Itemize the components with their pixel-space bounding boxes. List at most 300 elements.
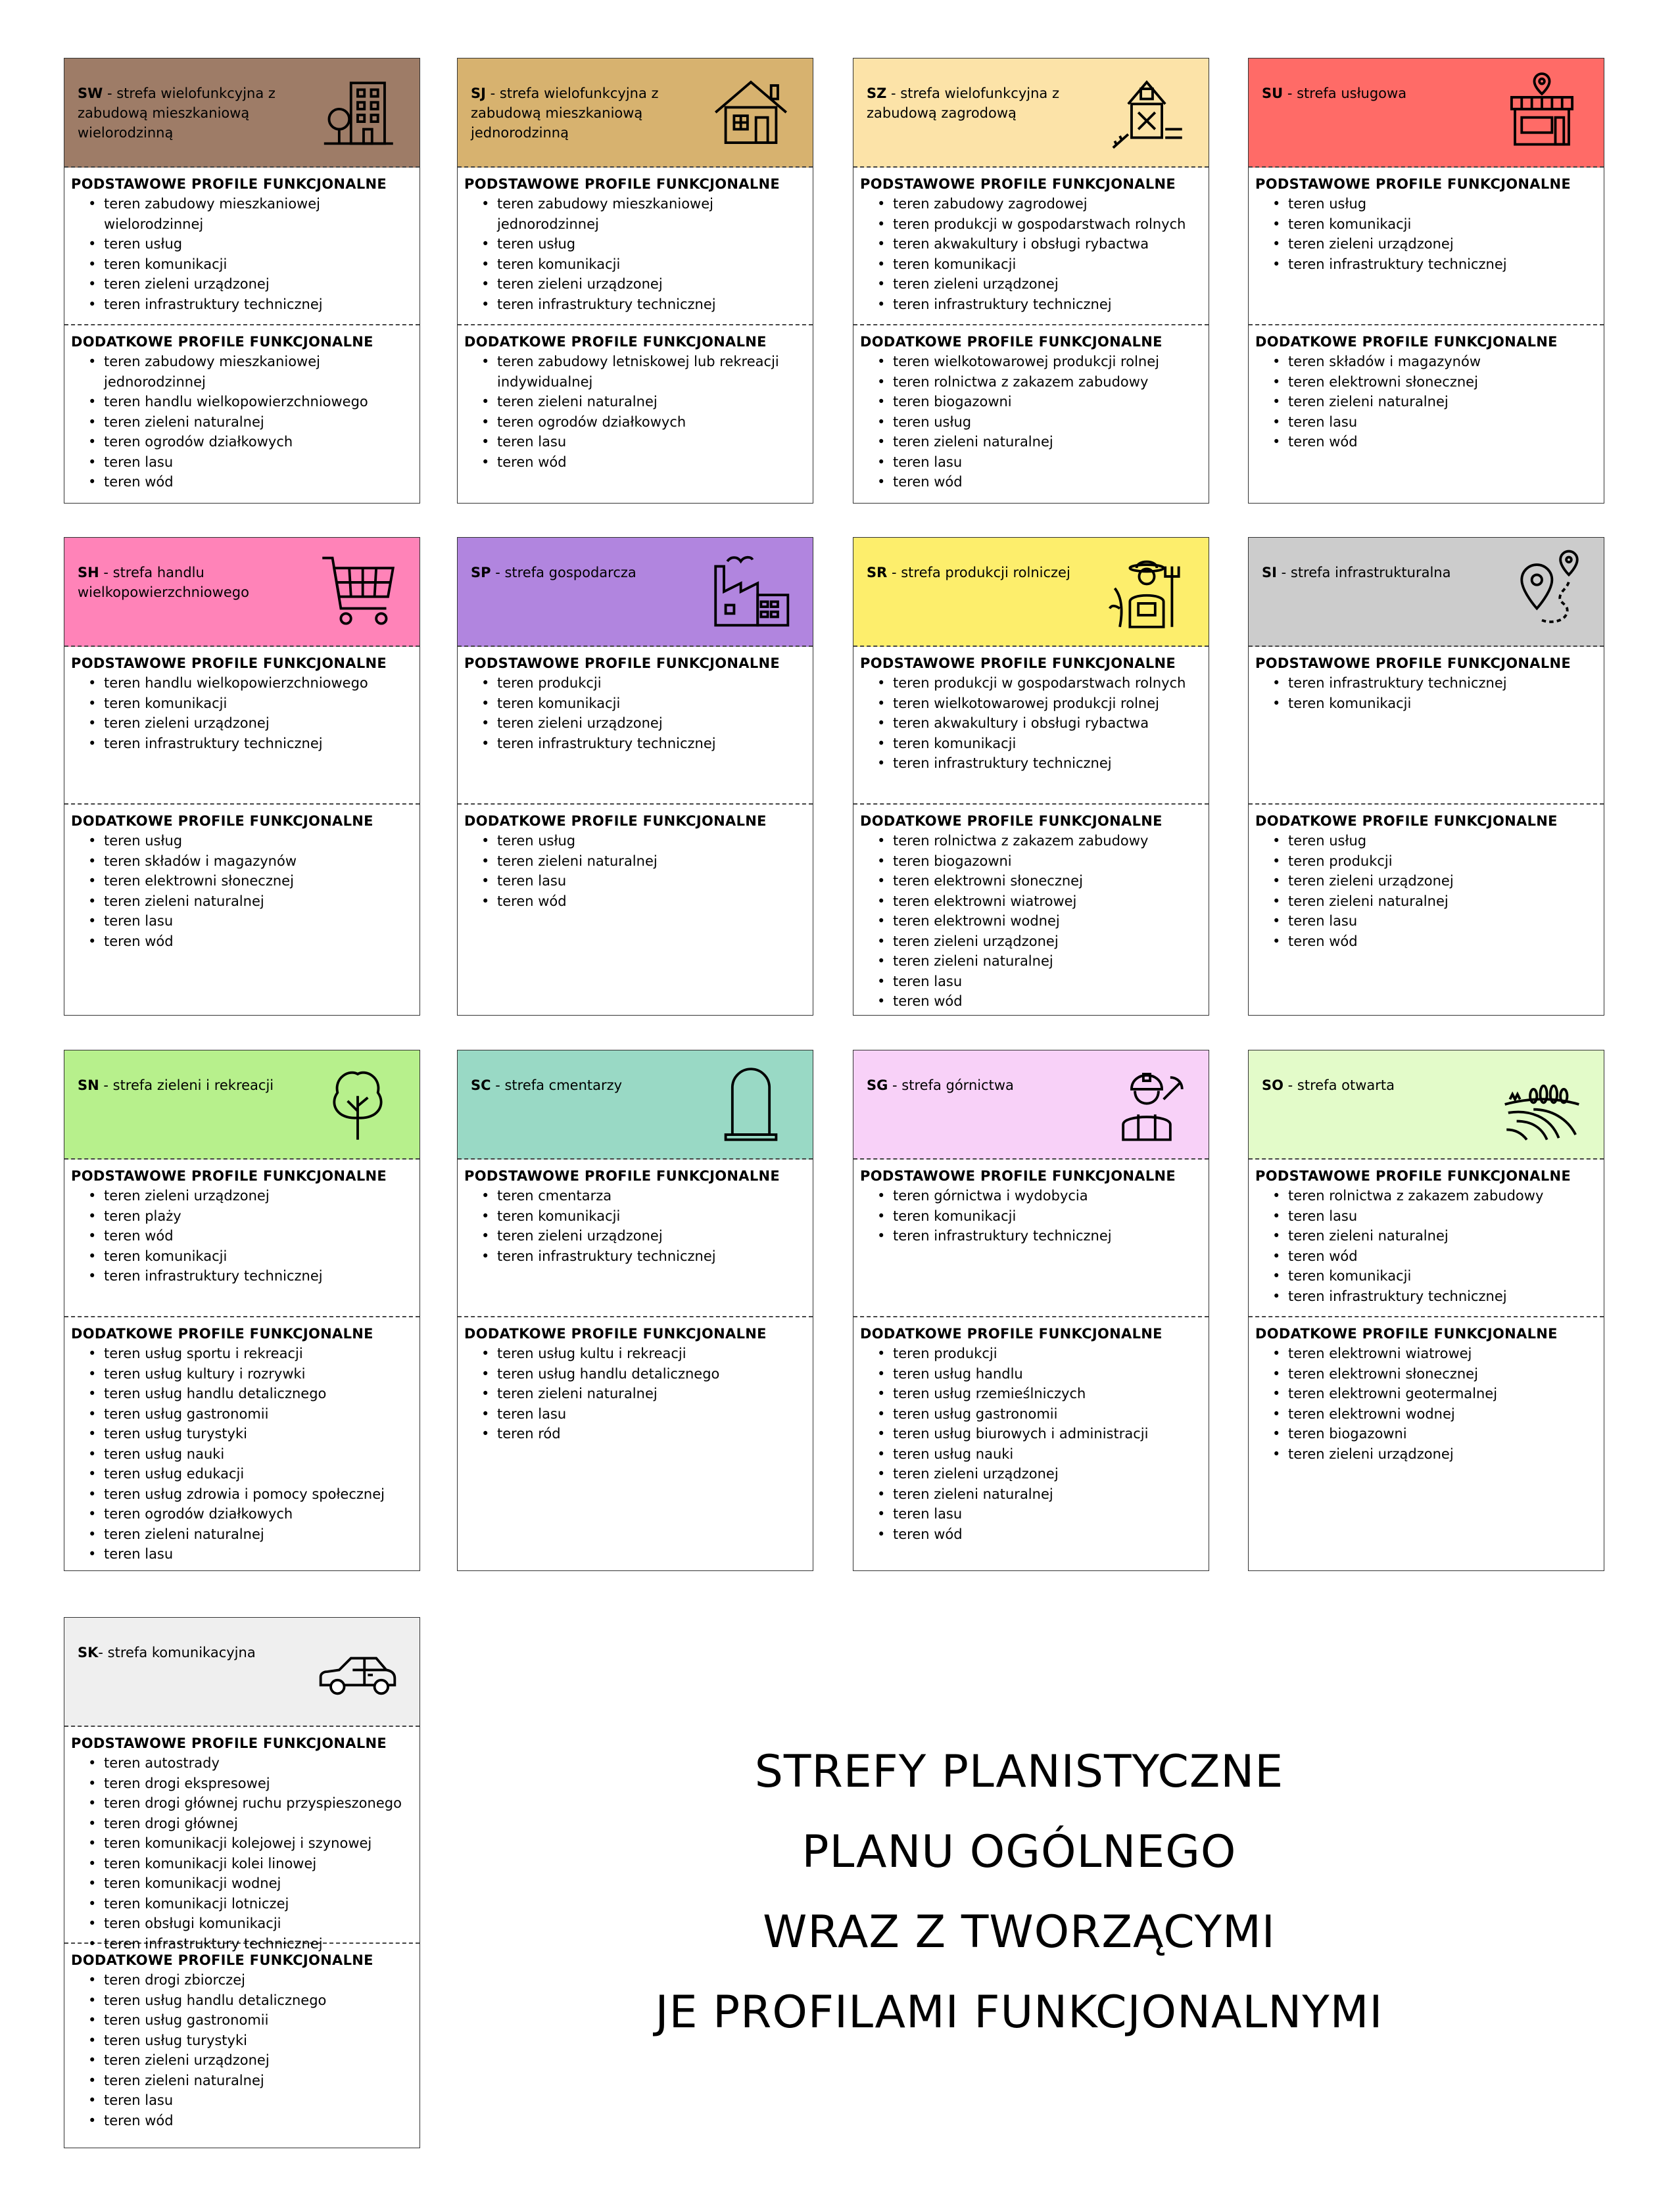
profile-list: [71, 194, 420, 314]
zone-header: [853, 59, 1209, 168]
list-item: • teren lasu: [877, 1504, 1209, 1524]
basic-profiles-section: [1249, 1160, 1604, 1317]
list-item: • teren komunikacji: [877, 734, 1209, 754]
list-item: • teren zieleni urządzonej: [877, 931, 1209, 952]
list-item: • teren plaży: [88, 1206, 420, 1227]
section-title: PODSTAWOWE PROFILE FUNKCJONALNE: [71, 655, 387, 671]
section-title: DODATKOWE PROFILE FUNKCJONALNE: [860, 334, 1163, 350]
main-title: [592, 1732, 1447, 2053]
list-item: • teren komunikacji: [877, 1206, 1209, 1227]
profile-list: [860, 1186, 1209, 1246]
basic-profiles-section: [853, 647, 1209, 805]
tree-icon: [316, 1062, 400, 1146]
zone-card-sp: [457, 537, 813, 1016]
list-item: • teren komunikacji lotniczej: [88, 1894, 420, 1914]
list-item: • teren zieleni urządzonej: [88, 274, 420, 294]
zone-header: [64, 1618, 420, 1727]
section-title: PODSTAWOWE PROFILE FUNKCJONALNE: [464, 176, 780, 192]
list-item: • teren usług zdrowia i pomocy społecznej: [88, 1484, 420, 1505]
list-item: • teren produkcji w gospodarstwach rolnych: [877, 673, 1209, 694]
zone-card-sw: [64, 58, 420, 504]
zone-header: [1249, 1050, 1604, 1160]
additional-profiles-section: [1249, 805, 1604, 1015]
profile-list: [71, 1344, 420, 1565]
list-item: • teren komunikacji: [481, 694, 813, 714]
section-title: DODATKOWE PROFILE FUNKCJONALNE: [71, 813, 373, 829]
list-item: • teren obsługi komunikacji: [88, 1914, 420, 1934]
list-item: • teren zieleni urządzonej: [1272, 234, 1604, 254]
list-item: • teren usług handlu detalicznego: [88, 1990, 420, 2011]
list-item: • teren rolnictwa z zakazem zabudowy: [877, 372, 1209, 392]
section-title: DODATKOWE PROFILE FUNKCJONALNE: [1255, 334, 1558, 350]
list-item: • teren zieleni naturalnej: [1272, 891, 1604, 912]
list-item: • teren składów i magazynów: [88, 851, 420, 872]
additional-profiles-section: [853, 805, 1209, 1015]
field-icon: [1500, 1062, 1584, 1146]
profile-list: [71, 1186, 420, 1286]
zone-header: [1249, 59, 1604, 168]
profile-list: [71, 673, 420, 753]
list-item: • teren zieleni naturalnej: [481, 851, 813, 872]
profile-list: [860, 673, 1209, 774]
list-item: • teren biogazowni: [877, 851, 1209, 872]
list-item: • teren zieleni naturalnej: [877, 1484, 1209, 1505]
additional-profiles-section: [64, 325, 420, 503]
list-item: • teren wód: [1272, 931, 1604, 952]
list-item: • teren zieleni naturalnej: [481, 1384, 813, 1404]
farm-icon: [1105, 70, 1189, 154]
zone-name: - strefa górnictwa: [888, 1077, 1014, 1093]
additional-profiles-section: [458, 805, 813, 1015]
zone-name: - strefa handlu wielkopowierzchniowego: [78, 565, 249, 600]
list-item: • teren wód: [1272, 1246, 1604, 1267]
list-item: • teren infrastruktury technicznej: [481, 294, 813, 315]
zone-title: [471, 563, 681, 582]
list-item: • teren infrastruktury technicznej: [1272, 673, 1604, 694]
list-item: • teren wód: [88, 1226, 420, 1246]
zone-name: - strefa usługowa: [1283, 85, 1407, 101]
list-item: • teren komunikacji: [877, 254, 1209, 275]
list-item: • teren usług handlu detalicznego: [88, 1384, 420, 1404]
list-item: • teren lasu: [481, 432, 813, 452]
section-title: DODATKOWE PROFILE FUNKCJONALNE: [1255, 1326, 1558, 1342]
section-title: PODSTAWOWE PROFILE FUNKCJONALNE: [1255, 655, 1571, 671]
list-item: • teren usług gastronomii: [88, 1404, 420, 1424]
additional-profiles-section: [458, 1317, 813, 1570]
farmer-icon: [1105, 550, 1189, 634]
zone-header: [458, 538, 813, 647]
list-item: • teren infrastruktury technicznej: [877, 1226, 1209, 1246]
list-item: • teren usług: [1272, 194, 1604, 214]
list-item: • teren zieleni urządzonej: [877, 274, 1209, 294]
additional-profiles-section: [853, 1317, 1209, 1570]
zone-title: [1262, 1075, 1472, 1095]
list-item: • teren akwakultury i obsługi rybactwa: [877, 713, 1209, 734]
house-icon: [709, 70, 793, 154]
zone-name: - strefa produkcji rolniczej: [887, 565, 1070, 580]
zone-card-sh: [64, 537, 420, 1016]
section-title: PODSTAWOWE PROFILE FUNKCJONALNE: [464, 655, 780, 671]
list-item: • teren elektrowni wodnej: [1272, 1404, 1604, 1424]
list-item: • teren zabudowy mieszkaniowej jednorodzinnej: [481, 194, 813, 234]
list-item: • teren usług gastronomii: [88, 2010, 420, 2031]
list-item: • teren zieleni naturalnej: [877, 432, 1209, 452]
list-item: • teren infrastruktury technicznej: [1272, 254, 1604, 275]
profile-list: [1255, 1344, 1604, 1464]
list-item: • teren wód: [1272, 432, 1604, 452]
list-item: • teren usług: [88, 234, 420, 254]
list-item: • teren lasu: [88, 1544, 420, 1565]
main-title-line: STREFY PLANISTYCZNE: [754, 1746, 1284, 1798]
basic-profiles-section: [458, 1160, 813, 1317]
profile-list: [71, 831, 420, 951]
list-item: • teren zabudowy mieszkaniowej wielorodzinnej: [88, 194, 420, 234]
zone-title: [78, 563, 288, 602]
section-title: PODSTAWOWE PROFILE FUNKCJONALNE: [71, 1735, 387, 1751]
list-item: • teren infrastruktury technicznej: [877, 753, 1209, 774]
list-item: • teren usług: [1272, 831, 1604, 851]
cart-icon: [316, 550, 400, 634]
list-item: • teren zieleni naturalnej: [481, 392, 813, 412]
zone-name: - strefa zieleni i rekreacji: [99, 1077, 274, 1093]
list-item: • teren zieleni naturalnej: [88, 1524, 420, 1545]
list-item: • teren usług rzemieślniczych: [877, 1384, 1209, 1404]
zone-name: - strefa wielofunkcyjna z zabudową zagrodową: [867, 85, 1059, 121]
section-title: PODSTAWOWE PROFILE FUNKCJONALNE: [860, 1168, 1176, 1184]
zone-card-sj: [457, 58, 813, 504]
main-title-line: WRAZ Z TWORZĄCYMI: [763, 1906, 1276, 1958]
section-title: DODATKOWE PROFILE FUNKCJONALNE: [464, 813, 767, 829]
route-pin-icon: [1500, 550, 1584, 634]
list-item: • teren zieleni urządzonej: [481, 274, 813, 294]
zone-name: - strefa gospodarcza: [491, 565, 636, 580]
profile-list: [1255, 352, 1604, 452]
zone-header: [458, 59, 813, 168]
additional-profiles-section: [1249, 325, 1604, 503]
list-item: • teren elektrowni wiatrowej: [877, 891, 1209, 912]
list-item: • teren handlu wielkopowierzchniowego: [88, 673, 420, 694]
zone-title: [1262, 563, 1472, 582]
profile-list: [464, 352, 813, 472]
list-item: • teren wód: [481, 891, 813, 912]
basic-profiles-section: [853, 168, 1209, 325]
list-item: • teren infrastruktury technicznej: [1272, 1286, 1604, 1307]
list-item: • teren usług handlu detalicznego: [481, 1364, 813, 1384]
list-item: • teren elektrowni słonecznej: [877, 871, 1209, 891]
zone-header: [64, 1050, 420, 1160]
profile-list: [860, 831, 1209, 1012]
list-item: • teren zieleni naturalnej: [877, 951, 1209, 972]
list-item: • teren infrastruktury technicznej: [88, 1266, 420, 1286]
profile-list: [71, 352, 420, 492]
zone-name: - strefa wielofunkcyjna z zabudową mieszkaniową wielorodzinną: [78, 85, 276, 141]
list-item: • teren autostrady: [88, 1753, 420, 1774]
zone-name: - strefa cmentarzy: [491, 1077, 623, 1093]
zone-code: SU: [1262, 85, 1283, 101]
zone-code: SN: [78, 1077, 99, 1093]
list-item: • teren handlu wielkopowierzchniowego: [88, 392, 420, 412]
shop-icon: [1500, 70, 1584, 154]
zone-code: SR: [867, 565, 888, 580]
list-item: • teren ogrodów działkowych: [88, 432, 420, 452]
zone-code: SH: [78, 565, 99, 580]
list-item: • teren elektrowni słonecznej: [88, 871, 420, 891]
zone-code: SK: [78, 1645, 99, 1660]
list-item: • teren komunikacji: [88, 1246, 420, 1267]
section-title: DODATKOWE PROFILE FUNKCJONALNE: [464, 334, 767, 350]
list-item: • teren lasu: [481, 871, 813, 891]
zone-title: [471, 83, 681, 143]
section-title: PODSTAWOWE PROFILE FUNKCJONALNE: [1255, 176, 1571, 192]
zone-code: SW: [78, 85, 103, 101]
list-item: • teren zieleni naturalnej: [88, 412, 420, 433]
list-item: • teren komunikacji: [1272, 1266, 1604, 1286]
zone-name: - strefa otwarta: [1283, 1077, 1395, 1093]
additional-profiles-section: [64, 1944, 420, 2148]
list-item: • teren wód: [88, 2111, 420, 2131]
list-item: • teren ogrodów działkowych: [481, 412, 813, 433]
zone-title: [867, 1075, 1077, 1095]
list-item: • teren zieleni naturalnej: [1272, 392, 1604, 412]
list-item: • teren produkcji: [481, 673, 813, 694]
basic-profiles-section: [64, 647, 420, 805]
list-item: • teren infrastruktury technicznej: [88, 294, 420, 315]
zone-title: [78, 83, 288, 143]
basic-profiles-section: [1249, 168, 1604, 325]
list-item: • teren biogazowni: [1272, 1424, 1604, 1444]
list-item: • teren cmentarza: [481, 1186, 813, 1206]
list-item: • teren drogi ekspresowej: [88, 1774, 420, 1794]
zone-card-sc: [457, 1050, 813, 1571]
zone-card-sr: [853, 537, 1209, 1016]
list-item: • teren usług: [877, 412, 1209, 433]
zone-title: [867, 83, 1077, 123]
zone-name: - strefa infrastrukturalna: [1276, 565, 1451, 580]
profile-list: [1255, 673, 1604, 713]
list-item: • teren usług: [481, 831, 813, 851]
list-item: • teren lasu: [481, 1404, 813, 1424]
list-item: • teren komunikacji kolejowej i szynowej: [88, 1833, 420, 1854]
list-item: • teren wód: [877, 1524, 1209, 1545]
zone-card-sk: [64, 1617, 420, 2148]
zone-card-sn: [64, 1050, 420, 1571]
list-item: • teren lasu: [1272, 911, 1604, 931]
zone-card-so: [1248, 1050, 1604, 1571]
zone-card-sz: [853, 58, 1209, 504]
additional-profiles-section: [1249, 1317, 1604, 1570]
list-item: • teren lasu: [88, 2090, 420, 2111]
zone-code: SJ: [471, 85, 486, 101]
list-item: • teren akwakultury i obsługi rybactwa: [877, 234, 1209, 254]
list-item: • teren zieleni urządzonej: [877, 1464, 1209, 1484]
list-item: • teren lasu: [88, 911, 420, 931]
profile-list: [71, 1970, 420, 2130]
profile-list: [1255, 1186, 1604, 1306]
section-title: PODSTAWOWE PROFILE FUNKCJONALNE: [1255, 1168, 1571, 1184]
list-item: • teren infrastruktury technicznej: [88, 1934, 420, 1954]
zone-title: [78, 1075, 288, 1095]
list-item: • teren składów i magazynów: [1272, 352, 1604, 372]
list-item: • teren usług nauki: [877, 1444, 1209, 1465]
list-item: • teren usług: [481, 234, 813, 254]
list-item: • teren infrastruktury technicznej: [481, 1246, 813, 1267]
profile-list: [71, 1753, 420, 1954]
list-item: • teren zieleni naturalnej: [88, 2071, 420, 2091]
basic-profiles-section: [64, 1727, 420, 1952]
list-item: • teren usług: [88, 831, 420, 851]
list-item: • teren drogi zbiorczej: [88, 1970, 420, 1990]
additional-profiles-section: [853, 325, 1209, 503]
list-item: • teren wód: [88, 931, 420, 952]
zone-code: SP: [471, 565, 491, 580]
list-item: • teren usług kultury i rozrywki: [88, 1364, 420, 1384]
list-item: • teren infrastruktury technicznej: [877, 294, 1209, 315]
gravestone-icon: [709, 1062, 793, 1146]
section-title: PODSTAWOWE PROFILE FUNKCJONALNE: [71, 1168, 387, 1184]
profile-list: [464, 194, 813, 314]
list-item: • teren usług nauki: [88, 1444, 420, 1465]
basic-profiles-section: [853, 1160, 1209, 1317]
list-item: • teren zieleni urządzonej: [88, 1186, 420, 1206]
zone-header: [64, 59, 420, 168]
basic-profiles-section: [458, 647, 813, 805]
section-title: DODATKOWE PROFILE FUNKCJONALNE: [860, 813, 1163, 829]
list-item: • teren zieleni naturalnej: [1272, 1226, 1604, 1246]
zone-title: [1262, 83, 1472, 103]
list-item: • teren wód: [877, 991, 1209, 1012]
section-title: DODATKOWE PROFILE FUNKCJONALNE: [1255, 813, 1558, 829]
zone-code: SI: [1262, 565, 1277, 580]
main-title-line: PLANU OGÓLNEGO: [802, 1826, 1237, 1878]
list-item: • teren zieleni naturalnej: [88, 891, 420, 912]
list-item: • teren produkcji: [1272, 851, 1604, 872]
list-item: • teren wód: [481, 452, 813, 473]
zone-card-si: [1248, 537, 1604, 1016]
list-item: • teren komunikacji: [481, 1206, 813, 1227]
section-title: PODSTAWOWE PROFILE FUNKCJONALNE: [464, 1168, 780, 1184]
list-item: • teren rolnictwa z zakazem zabudowy: [1272, 1186, 1604, 1206]
zone-name: - strefa komunikacyjna: [98, 1645, 256, 1660]
list-item: • teren elektrowni słonecznej: [1272, 1364, 1604, 1384]
profile-list: [860, 194, 1209, 314]
section-title: DODATKOWE PROFILE FUNKCJONALNE: [464, 1326, 767, 1342]
list-item: • teren komunikacji: [1272, 214, 1604, 235]
zone-header: [853, 1050, 1209, 1160]
list-item: • teren elektrowni wiatrowej: [1272, 1344, 1604, 1364]
basic-profiles-section: [64, 1160, 420, 1317]
section-title: PODSTAWOWE PROFILE FUNKCJONALNE: [860, 176, 1176, 192]
zone-card-sg: [853, 1050, 1209, 1571]
list-item: • teren lasu: [1272, 412, 1604, 433]
zone-name: - strefa wielofunkcyjna z zabudową mieszkaniową jednorodzinną: [471, 85, 659, 141]
list-item: • teren biogazowni: [877, 392, 1209, 412]
section-title: DODATKOWE PROFILE FUNKCJONALNE: [71, 1952, 373, 1968]
list-item: • teren usług handlu: [877, 1364, 1209, 1384]
car-icon: [316, 1630, 400, 1714]
zone-title: [867, 563, 1077, 582]
list-item: • teren usług biurowych i administracji: [877, 1424, 1209, 1444]
additional-profiles-section: [64, 805, 420, 1015]
list-item: • teren usług turystyki: [88, 1424, 420, 1444]
list-item: • teren usług sportu i rekreacji: [88, 1344, 420, 1364]
list-item: • teren usług gastronomii: [877, 1404, 1209, 1424]
list-item: • teren produkcji w gospodarstwach rolnych: [877, 214, 1209, 235]
list-item: • teren rolnictwa z zakazem zabudowy: [877, 831, 1209, 851]
zone-header: [458, 1050, 813, 1160]
profile-list: [1255, 194, 1604, 274]
zone-header: [64, 538, 420, 647]
list-item: • teren komunikacji: [88, 254, 420, 275]
list-item: • teren lasu: [877, 452, 1209, 473]
profile-list: [464, 1186, 813, 1266]
list-item: • teren zieleni urządzonej: [1272, 871, 1604, 891]
list-item: • teren lasu: [88, 452, 420, 473]
section-title: PODSTAWOWE PROFILE FUNKCJONALNE: [860, 655, 1176, 671]
list-item: • teren infrastruktury technicznej: [481, 734, 813, 754]
miner-icon: [1105, 1062, 1189, 1146]
profile-list: [1255, 831, 1604, 951]
profile-list: [860, 352, 1209, 492]
basic-profiles-section: [458, 168, 813, 325]
list-item: • teren usług kultu i rekreacji: [481, 1344, 813, 1364]
list-item: • teren zieleni urządzonej: [1272, 1444, 1604, 1465]
list-item: • teren wód: [88, 472, 420, 492]
list-item: • teren ród: [481, 1424, 813, 1444]
list-item: • teren wód: [877, 472, 1209, 492]
list-item: • teren komunikacji: [481, 254, 813, 275]
section-title: DODATKOWE PROFILE FUNKCJONALNE: [860, 1326, 1163, 1342]
list-item: • teren wielkotowarowej produkcji rolnej: [877, 352, 1209, 372]
zone-code: SG: [867, 1077, 888, 1093]
list-item: • teren drogi głównej ruchu przyspieszonego: [88, 1793, 420, 1814]
zone-code: SC: [471, 1077, 491, 1093]
list-item: • teren zieleni urządzonej: [481, 713, 813, 734]
basic-profiles-section: [1249, 647, 1604, 805]
list-item: • teren zieleni urządzonej: [88, 713, 420, 734]
list-item: • teren usług edukacji: [88, 1464, 420, 1484]
list-item: • teren infrastruktury technicznej: [88, 734, 420, 754]
zone-header: [853, 538, 1209, 647]
list-item: • teren zabudowy mieszkaniowej jednorodzinnej: [88, 352, 420, 392]
profile-list: [860, 1344, 1209, 1544]
zone-card-su: [1248, 58, 1604, 504]
basic-profiles-section: [64, 168, 420, 325]
section-title: DODATKOWE PROFILE FUNKCJONALNE: [71, 334, 373, 350]
list-item: • teren elektrowni wodnej: [877, 911, 1209, 931]
list-item: • teren lasu: [1272, 1206, 1604, 1227]
list-item: • teren ogrodów działkowych: [88, 1504, 420, 1524]
list-item: • teren elektrowni słonecznej: [1272, 372, 1604, 392]
zone-title: [471, 1075, 681, 1095]
list-item: • teren zabudowy zagrodowej: [877, 194, 1209, 214]
factory-icon: [709, 550, 793, 634]
list-item: • teren wielkotowarowej produkcji rolnej: [877, 694, 1209, 714]
building-icon: [316, 70, 400, 154]
profile-list: [464, 673, 813, 753]
list-item: • teren komunikacji: [1272, 694, 1604, 714]
additional-profiles-section: [458, 325, 813, 503]
list-item: • teren komunikacji wodnej: [88, 1873, 420, 1894]
list-item: • teren lasu: [877, 972, 1209, 992]
additional-profiles-section: [64, 1317, 420, 1570]
section-title: PODSTAWOWE PROFILE FUNKCJONALNE: [71, 176, 387, 192]
zone-code: SZ: [867, 85, 887, 101]
zone-title: [78, 1643, 288, 1662]
zone-code: SO: [1262, 1077, 1283, 1093]
list-item: • teren górnictwa i wydobycia: [877, 1186, 1209, 1206]
list-item: • teren produkcji: [877, 1344, 1209, 1364]
main-title-line: JE PROFILAMI FUNKCJONALNYMI: [655, 1987, 1383, 2038]
